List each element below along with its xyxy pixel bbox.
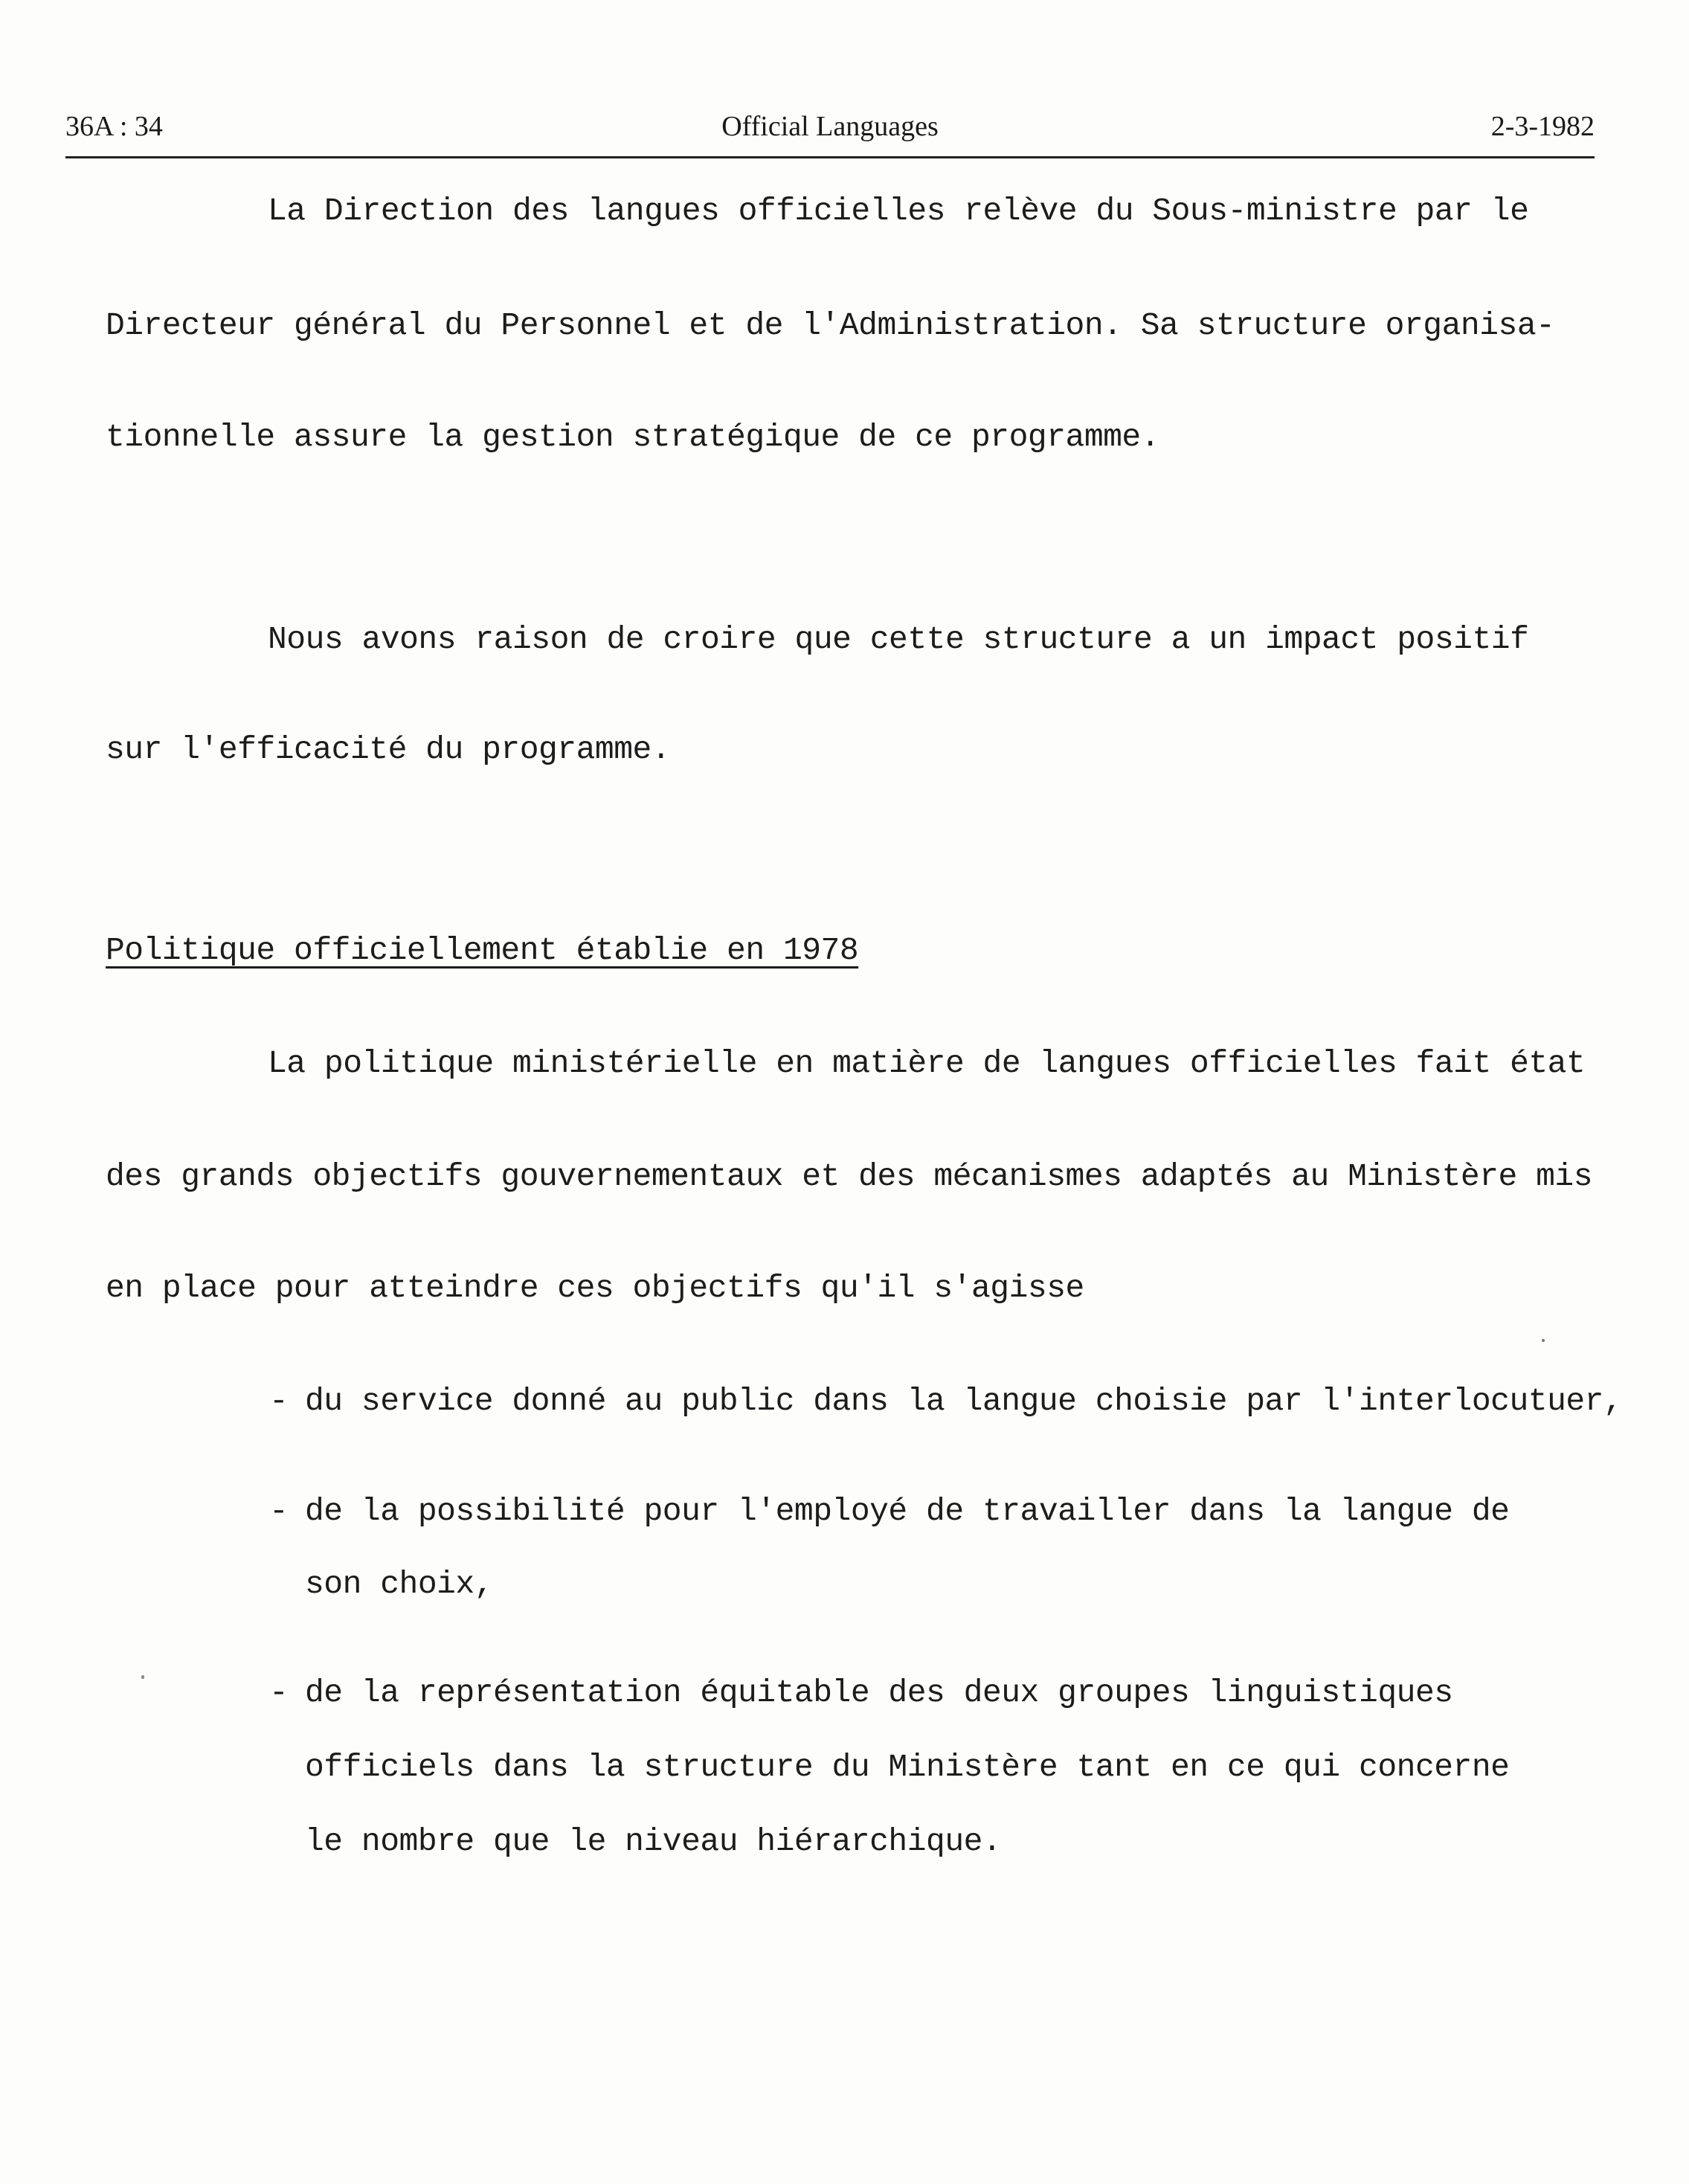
running-header bbox=[65, 110, 1595, 155]
paragraph-1-line-3: tionnelle assure la gestion stratégique de ce programme. bbox=[106, 419, 1160, 455]
stray-mark bbox=[1542, 1339, 1545, 1342]
paragraph-1-line-1: La Direction des langues officielles relève du Sous-ministre par le bbox=[268, 193, 1529, 229]
paragraph-3-line-3: en place pour atteindre ces objectifs qu'il s'agisse bbox=[106, 1270, 1084, 1306]
page-reference: 36A : 34 bbox=[65, 111, 163, 142]
paragraph-2-line-1: Nous avons raison de croire que cette structure a un impact positif bbox=[268, 621, 1529, 658]
bullet-1-marker: - bbox=[269, 1383, 289, 1419]
bullet-3-marker: - bbox=[269, 1674, 289, 1711]
paragraph-3-line-1: La politique ministérielle en matière de langues officielles fait état bbox=[268, 1045, 1586, 1082]
header-title: Official Languages bbox=[721, 111, 939, 142]
bullet-3-line-2: officiels dans la structure du Ministère tant en ce qui concerne bbox=[305, 1749, 1510, 1785]
section-heading: Politique officiellement établie en 1978 bbox=[106, 932, 859, 969]
bullet-1-line-1: du service donné au public dans la langue choisie par l'interlocutuer, bbox=[305, 1383, 1623, 1419]
bullet-2-line-2: son choix, bbox=[305, 1566, 494, 1602]
header-rule bbox=[65, 156, 1595, 158]
bullet-3-line-1: de la représentation équitable des deux groupes linguistiques bbox=[305, 1674, 1453, 1711]
bullet-2-marker: - bbox=[269, 1493, 289, 1529]
bullet-3-line-3: le nombre que le niveau hiérarchique. bbox=[305, 1823, 1002, 1860]
paragraph-1-line-2: Directeur général du Personnel et de l'Administration. Sa structure organisa- bbox=[106, 307, 1555, 344]
paragraph-2-line-2: sur l'efficacité du programme. bbox=[106, 731, 671, 768]
bullet-2-line-1: de la possibilité pour l'employé de travailler dans la langue de bbox=[305, 1493, 1510, 1529]
paragraph-3-line-2: des grands objectifs gouvernementaux et des mécanismes adaptés au Ministère mis bbox=[106, 1158, 1593, 1195]
stray-mark bbox=[141, 1675, 144, 1679]
header-date: 2-3-1982 bbox=[1490, 111, 1595, 142]
